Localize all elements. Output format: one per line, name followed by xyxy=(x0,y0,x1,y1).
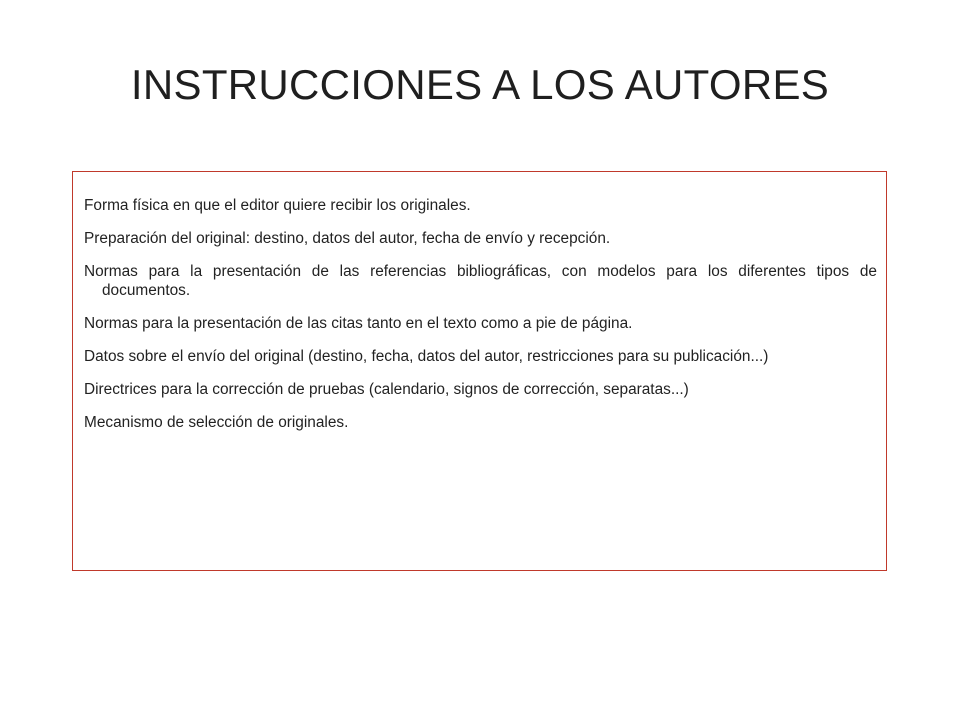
slide-title: INSTRUCCIONES A LOS AUTORES xyxy=(130,61,830,108)
list-item: Normas para la presentación de las referencias bibliográficas, con modelos para los diferentes tipos de documentos. xyxy=(84,263,877,299)
instructions-list xyxy=(84,196,877,432)
list-item: Forma física en que el editor quiere recibir los originales. xyxy=(84,197,471,214)
list-item: Mecanismo de selección de originales. xyxy=(84,414,349,431)
list-item: Datos sobre el envío del original (destino, fecha, datos del autor, restricciones para su publicación...) xyxy=(84,348,769,365)
list-item: Preparación del original: destino, datos del autor, fecha de envío y recepción. xyxy=(84,230,611,247)
list-item: Directrices para la corrección de pruebas (calendario, signos de corrección, separatas...) xyxy=(84,381,689,398)
content-text-box xyxy=(72,171,887,571)
list-item: Normas para la presentación de las citas tanto en el texto como a pie de página. xyxy=(84,315,633,332)
